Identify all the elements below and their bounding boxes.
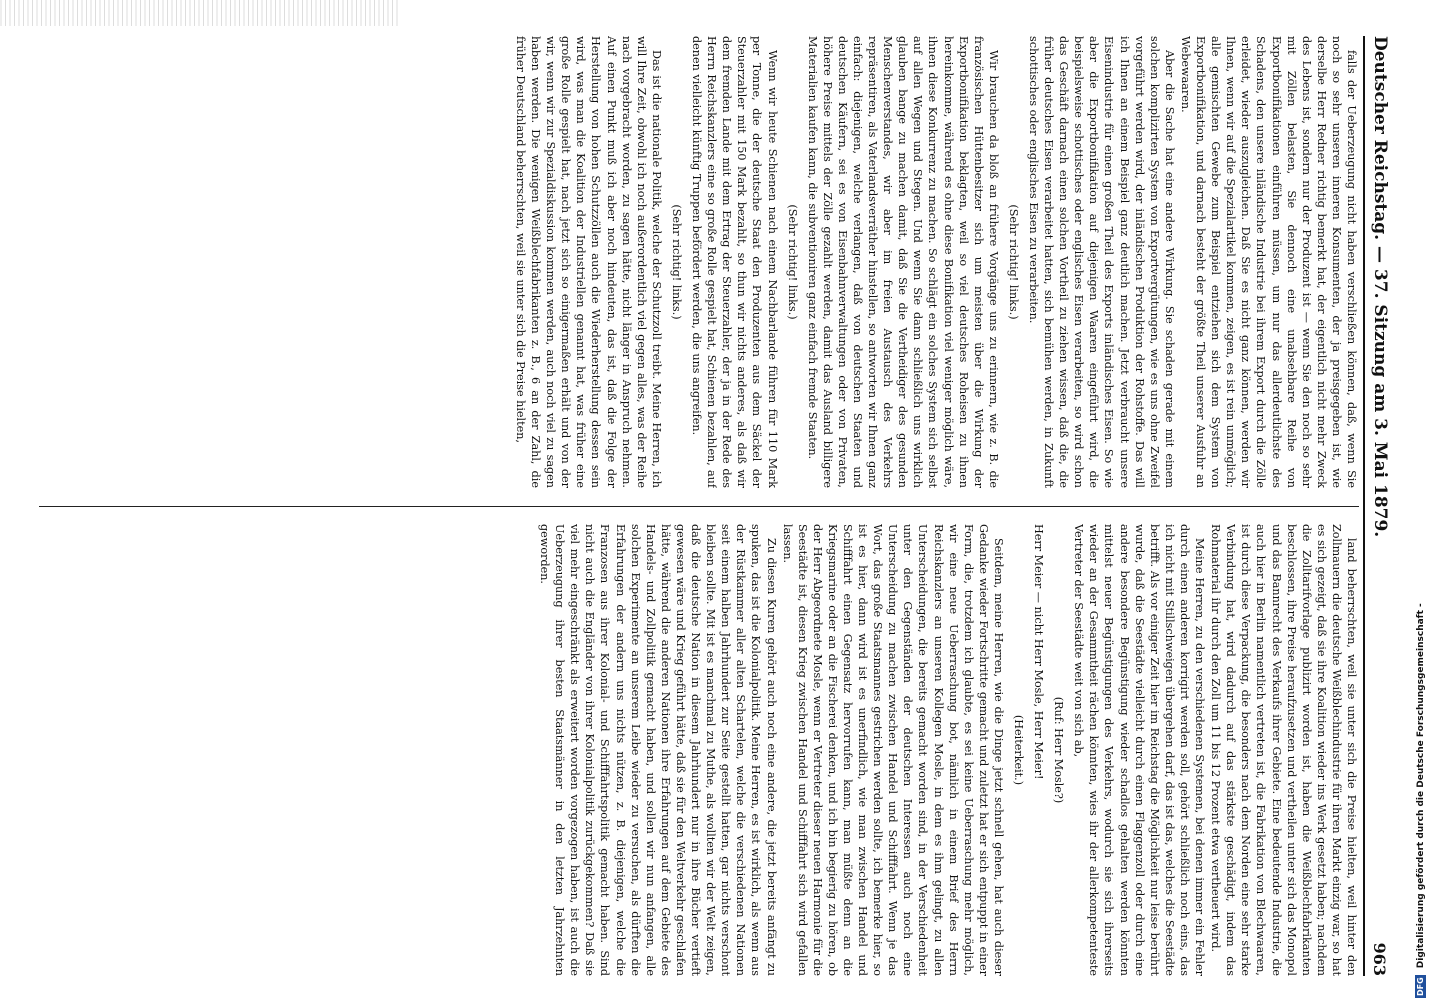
left-column — [512, 36, 1359, 488]
dfg-logo: DFG — [1416, 977, 1425, 996]
interjection: (Sehr richtig! links.) — [785, 204, 799, 320]
paragraph: land beherrschten, weil sie unter sich die Preise hielten, weil hinter den Zollmauern die deutsche Weißblechindustrie für ihren Markt einzig war, so hat es sich gezeigt, daß sie ihre Koalition wieder ins Werk gesetzt haben; nachdem die Zolltarifvorlage publizirt worden ist, haben die Weißblechfabrikanten beschlossen, ihre Preise heraufzusetzen und vertheilen unter sich das Monopol und das Bannrecht des Verkaufs ihrer Gebiete. Eine bedeutende Industrie, die auch hier in Berlin namentlich vertreten ist, die Fabrikation von Blechwaaren, ist durch diese Verpackung, die besonders nach dem Norden eine sehr starke Verbindung hat, wird dadurch auf das stärkste geschädigt, indem das Rohmaterial ihr durch den Zoll um 11 bis 12 Prozent etwa vertheuert wird. — [1209, 524, 1358, 976]
running-title: Deutscher Reichstag. — 37. Sitzung am 3. Mai 1879. — [1370, 36, 1390, 538]
right-column — [536, 524, 1359, 976]
paragraph: Das ist die nationale Politik, welche der Schutzzoll treibt. Meine Herren, ich will Ihre Zeit, obwohl ich noch außerordentlich viel gegen alles, was der Reihe nach vorgebracht worden, zu sagen hätte, nicht länger in Anspruch nehmen. Auf einen Punkt muß ich aber noch hindeuten, das ist, daß die Folge der Herstellung von hohen Schutzzöllen auch die Wiederherstellung dessen sein wird, was man die Koalition der Industriellen genannt hat, was früher eine große Rolle gespielt hat, nach jetzt sich so einigermaßen erhält und von der wir, wenn wir zur Spezialdiskussion kommen werden, auch noch viel zu sagen haben werden. Die wenigen Weißblechfabrikanten z. B., 6 an der Zahl, die früher Deutschland beherrschten, weil sie unter sich die Preise hielten, — [514, 36, 663, 488]
paragraph: Meine Herren, zu den verschiedenen Systemen, bei denen immer ein Fehler durch einen anderen korrigirt werden soll, gehört schließlich noch eins, das ich nicht mit Stillschweigen übergehen darf, das ist das, welches die Seestädte betrifft. Als vor einiger Zeit hier im Reichstag die Möglichkeit nur leise berührt wurde, daß die Seestädte vielleicht durch einen Flaggenzoll oder durch eine andere besondere Begünstigung wieder schadlos gehalten werden könnten mittelst neuer Begünstigungen des Verkehrs, wodurch sie sich ihrerseits wieder an der Gesammtheit rächen könnten, wies ihr der allerkompetenteste Vertreter der Seestädte weit von sich ab, — [1072, 524, 1207, 976]
interjection: (Ruf: Herr Mosle?) — [1052, 696, 1066, 804]
interjection: (Sehr richtig! links.) — [1006, 204, 1020, 320]
scan-noise — [0, 0, 400, 26]
paragraph: Seitdem, meine Herren, wie die Dinge jetzt schnell gehen, hat auch dieser Gedanke wieder Fortschritte gemacht und zuletzt hat er sich entpuppt in einer Form, die, trotzdem ich glaubte, es sei keine Ueberraschung mehr möglich, wir eine neue Ueberraschung bot, nämlich in einem Brief des Herrn Reichskanzlers an unseren Kollegen Mosle, in dem es ihm gelingt, zu allen Unterscheidungen, die bereits gemacht worden sind, in der Verschiedenheit unter den Gegenständen der deutschen Interessen auch noch eine Unterscheidung zu machen zwischen Handel und Schifffahrt. Wenn je das Wort, das große Staatsmannes gestrichen werden sollte, ich bemerke hier, so ist es hier, dann wird ist es unerfindlich, wie man zwischen Handel und Schifffahrt einen Gegensatz hervorrufen kann, man müßte denn an die Kriegsmarine oder an die Fischerei denken, und ich bin begierig zu hören, ob der Herr Abgeordnete Mosle, wenn er Vertreter dieser neuen Harmonie für die Seestädte ist, diesen Krieg zwischen Handel und Schifffahrt sich wird gefallen lassen. — [780, 524, 1005, 976]
page-header — [1363, 36, 1395, 976]
paragraph: falls der Ueberzeugung nicht haben verschließen können, daß, wenn Sie noch so sehr unseren inneren Konsumenten, der ja preisgegeben ist, wie derselbe Herr Redner richtig bemerkt hat, der eigentlich nicht mehr Zweck des Lebens ist, sondern nur der Produzent ist — wenn Sie den noch so sehr mit Zöllen belasten, Sie dennoch eine unabsehbare Reihe von Exportbonifikationen einführen müssen, um nur das allerdeutlichste des Schadens, den unsere inländische Industrie bei ihrem Export durch die Zölle erleidet, wieder auszugleichen. Daß Sie es nicht ganz können, werden wir Ihnen, wenn wir auf die Spezialartikel kommen, zeigen, es ist rein unmöglich; alle gemischten Gewebe zum Beispiel entziehen sich dem System von Exportbonifikation, und darnach besteht der größte Theil unserer Ausfuhr an Webewaaren. — [1178, 36, 1358, 488]
column-divider — [39, 506, 1359, 507]
interjection: (Sehr richtig! links.) — [669, 204, 683, 320]
page-number: 963 — [1370, 942, 1390, 976]
paragraph: Zu diesen Kuren gehört auch noch eine andere, die jetzt bereits anfängt zu spuken, das ist die Kolonialpolitik. Meine Herren, es ist wirklich, als wenn aus der Rüstkammer aller alten Schartelen, welche die verschiedenen Nationen seit einem halben Jahrhundert zur Seite gestellt hatten, gar nichts verschont bleiben sollte. Mit ist es manchmal zu Muthe, als wollten wir der Welt zeigen, daß die deutsche Nation in diesem Jahrhundert nur in ihre Bücher vertieft gewesen wäre und Krieg geführt hätte, daß sie für den Weltverkehr geschlafen hätte, während die anderen Nationen ihre Erfahrungen auf dem Gebiete des Handels- und Zollpolitik gemacht haben, und sollen wir nun anfangen, alle solchen Experimente an unserem Leibe wieder zu versuchen, als dürften die Erfahrungen der andern uns nichts nützen, z. B. diejenigen, welche die Franzosen aus ihrer Kolonial- und Schifffahrtspolitik gemacht haben. Sind nicht auch die Engländer von ihrer Kolonialpolitik zurückgekommen? Daß sie viel mehr eingeschränkt als erweitert worden vorgezogen haben, ist auch die Ueberzeugung ihrer besten Staatsmänner in den letzten Jahrzehnten geworden. — [538, 524, 778, 976]
interjection: (Heiterkeit.) — [1012, 714, 1026, 786]
paragraph: Aber die Sache hat eine andere Wirkung. Sie schaden gerade mit einem solchen komplizirten System von Exportvergütungen, wie es uns ohne Zweifel vorgeführt werden wird, der inländischen Produktion der Rohstoffe. Das will ich Ihnen an einem Beispiel ganz deutlich machen. Jetzt verbraucht unsere Eisenindustrie für einen großen Theil des Exports inländisches Eisen. So wie aber die Exportbonifikation auf diejenigen Waaren eingeführt wird, die beispielsweise schottisches oder englisches Eisen verarbeiten, so wird schon das Geschäft darnach einen solchen Vortheil zu ziehen wissen, daß die, die früher deutsches Eisen verarbeitet hatten, sich bemühen werden, in Zukunft schottisches oder englisches Eisen zu verarbeiten. — [1027, 36, 1176, 488]
speaker-line: Herr Meier — nicht Herr Mosle, Herr Meier! — [1032, 524, 1046, 780]
credit-text: Digitalisierung gefördert durch die Deutsche Forschungsgemeinschaft - — [1416, 603, 1426, 969]
paragraph: Wenn wir heute Schienen nach einem Nachbarlande führen für 110 Mark per Tonne, die der deutsche Staat den Produzenten aus dem Säckel der Steuerzahler mit 150 Mark bezahlt, so thun wir nichts anderes, als daß wir dem fremden Lande mit dem Ertrag der Steuerzahler, der ja in der Rede des Herrn Reichskanzlers eine so große Rolle gespielt hat, Schienen bezahlen, auf denen vielleicht künftig Truppen befördert werden, die uns angreifen. — [690, 36, 779, 488]
paragraph: Wir brauchen da bloß an frühere Vorgänge uns zu erinnern, wie z. B. die französischen Hüttenbesitzer sich um meisten über die Wirkung der Exportbonifikation beklagten, weil so viel deutsches Roheisen zu ihnen hereinkomme, während es ohne diese Bonifikation viel weniger möglich wäre, ihnen diese Konkurrenz zu machen. So schlägt ein solches System sich selbst auf allen Wegen und Stegen. Und wenn Sie dann schließlich uns wirklich glauben bange zu machen damit, daß Sie die Vertheidiger des gesunden Menschenverstandes, wir aber im freien Austausch des Verkehrs repräsentiren, als Vaterlandsverräther hinstellen, so antworten wir Ihnen ganz einfach: diejenigen, welche verlangen, daß von deutschen Staaten und deutschen Käufern, sei es von Eisenbahnverwaltungen oder von Privaten, höhere Preise mittels der Zölle gezahlt werden, damit das Ausland billigere Materialien kaufen kann, die subventioniren ganz einfach fremde Staaten. — [805, 36, 1000, 488]
newspaper-page — [25, 36, 1395, 976]
digitization-credit — [1415, 8, 1431, 998]
